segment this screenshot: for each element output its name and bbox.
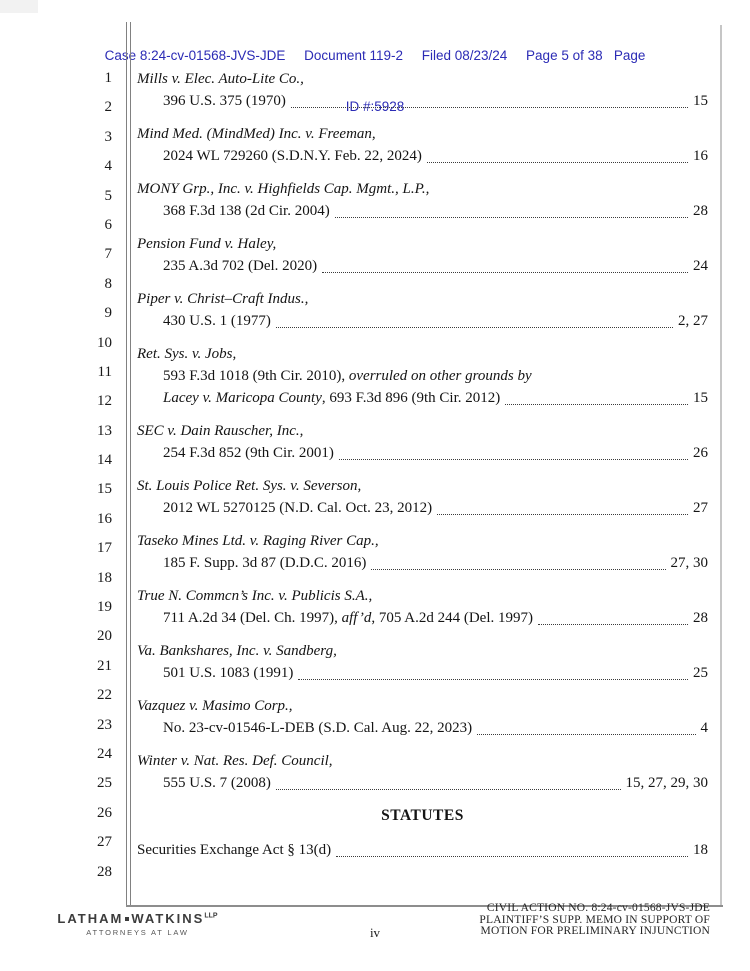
toc-statute-entries [137,839,708,861]
page-references: 16 [693,148,708,164]
citation-line [137,552,708,574]
toc-case-entries [137,68,708,794]
citation-text: 2024 WL 729260 (S.D.N.Y. Feb. 22, 2024) [163,148,422,164]
line-number: 20 [97,628,112,645]
line-number: 24 [97,745,112,762]
toc-entry [137,178,708,222]
citation-text: 254 F.3d 852 (9th Cir. 2001) [163,445,334,461]
dot-leader [322,272,688,273]
page-references: 28 [693,203,708,219]
ampersand-icon [125,917,129,921]
dot-leader [437,514,688,515]
citation-line [137,145,708,167]
dot-leader [538,624,688,625]
line-number: 3 [104,128,112,145]
citation-line [137,387,708,409]
statutes-heading: STATUTES [381,807,464,824]
line-number: 2 [104,99,112,116]
line-number: 26 [97,804,112,821]
toc-entry [137,530,708,574]
court-stamp-line1: Case 8:24-cv-01568-JVS-JDE Document 119-2 Filed 08/23/24 Page 5 of 38 Page [104,48,646,63]
page-references: 28 [693,610,708,626]
citation-text: 555 U.S. 7 (2008) [163,775,271,791]
line-number: 19 [97,599,112,616]
firm-name-right: WATKINS [131,911,205,926]
caption-line: MOTION FOR PRELIMINARY INJUNCTION [480,925,710,937]
case-name: Pension Fund v. Haley, [137,236,277,252]
citation-line [137,442,708,464]
citation-text: 368 F.3d 138 (2d Cir. 2004) [163,203,330,219]
line-number: 14 [97,452,112,469]
dot-leader [291,107,688,108]
citation-text: 235 A.3d 702 (Del. 2020) [163,258,318,274]
citation-text: 2012 WL 5270125 (N.D. Cal. Oct. 23, 2012) [163,500,433,516]
dot-leader [298,679,688,680]
citation-line [137,255,708,277]
citation-line [137,717,708,739]
citation-text: 396 U.S. 375 (1970) [163,93,286,109]
citation-line [137,497,708,519]
pleading-right-rule [720,25,722,906]
line-number: 4 [104,158,112,175]
dot-leader [339,459,688,460]
toc-entry [137,695,708,739]
statute-text: Securities Exchange Act § 13(d) [137,842,332,858]
page-references: 27 [693,500,708,516]
line-number: 9 [104,305,112,322]
page-references: 26 [693,445,708,461]
case-name: True N. Commcn’s Inc. v. Publicis S.A., [137,588,373,604]
line-number: 10 [97,334,112,351]
line-number: 16 [97,510,112,527]
citation-line [137,365,708,387]
line-number-column [0,68,112,891]
citation-text: Lacey v. Maricopa County, 693 F.3d 896 (9th Cir. 2012) [163,390,501,406]
dot-leader [336,856,688,857]
line-number: 5 [104,187,112,204]
pleading-left-double-rule [126,22,131,906]
toc-entry [137,123,708,167]
page-references: 4 [700,720,708,736]
citation-text: 711 A.2d 34 (Del. Ch. 1997), aff’d, 705 A.2d 244 (Del. 1997) [163,610,533,626]
firm-name [20,911,255,926]
line-number: 15 [97,481,112,498]
page-references: 18 [693,842,708,858]
line-number: 28 [97,863,112,880]
line-number: 17 [97,540,112,557]
case-name: Winter v. Nat. Res. Def. Council, [137,753,333,769]
toc-entry [137,288,708,332]
citation-line [137,772,708,794]
page-references: 15, 27, 29, 30 [625,775,708,791]
dot-leader [276,327,673,328]
case-name: MONY Grp., Inc. v. Highfields Cap. Mgmt., L.P., [137,181,430,197]
case-name: Va. Bankshares, Inc. v. Sandberg, [137,643,337,659]
citation-text: 593 F.3d 1018 (9th Cir. 2010), overruled on other grounds by [163,368,532,384]
line-number: 1 [104,70,112,86]
case-name: Mind Med. (MindMed) Inc. v. Freeman, [137,126,376,142]
citation-text: No. 23-cv-01546-L-DEB (S.D. Cal. Aug. 22, 2023) [163,720,473,736]
dot-leader [276,789,621,790]
caption-line: CIVIL ACTION NO. 8:24-cv-01568-JVS-JDE [486,902,710,914]
statute-entry [137,839,708,861]
toc-entry [137,750,708,794]
case-name: SEC v. Dain Rauscher, Inc., [137,423,304,439]
dot-leader [505,404,688,405]
case-name: Ret. Sys. v. Jobs, [137,346,237,362]
page-references: 25 [693,665,708,681]
firm-name-left: LATHAM [57,911,124,926]
dot-leader [477,734,695,735]
line-number: 22 [97,687,112,704]
toc-entry [137,68,708,112]
page-references: 24 [693,258,708,274]
citation-line [137,607,708,629]
case-name: Taseko Mines Ltd. v. Raging River Cap., [137,533,379,549]
firm-suffix: LLP [204,912,218,920]
citation-text: 501 U.S. 1083 (1991) [163,665,294,681]
page-references: 15 [693,93,708,109]
citation-text: 430 U.S. 1 (1977) [163,313,271,329]
citation-line [137,90,708,112]
citation-line [137,200,708,222]
line-number: 21 [97,657,112,674]
page-references: 2, 27 [678,313,708,329]
line-number: 8 [104,275,112,292]
page-references: 15 [693,390,708,406]
line-number: 18 [97,569,112,586]
firm-tagline: ATTORNEYS AT LAW [86,928,189,937]
case-name: Piper v. Christ–Craft Indus., [137,291,309,307]
line-number: 23 [97,716,112,733]
court-stamp-line2: ID #:5928 [345,99,405,114]
line-number: 13 [97,422,112,439]
toc-entry [137,585,708,629]
line-number: 11 [97,363,112,380]
citation-line [137,310,708,332]
caption-line: PLAINTIFF’S SUPP. MEMO IN SUPPORT OF [479,913,710,926]
toc-entry [137,640,708,684]
toc-entry [137,233,708,277]
page-references: 27, 30 [670,555,708,571]
table-of-authorities [137,68,708,861]
line-number: 6 [104,216,112,233]
case-name: Vazquez v. Masimo Corp., [137,698,293,714]
line-number: 27 [97,834,112,851]
toc-entry [137,475,708,519]
citation-text: 185 F. Supp. 3d 87 (D.D.C. 2016) [163,555,367,571]
page-folio: iv [369,925,381,940]
line-number: 12 [97,393,112,410]
toc-entry [137,420,708,464]
citation-line [137,662,708,684]
case-name: St. Louis Police Ret. Sys. v. Severson, [137,478,362,494]
line-number: 25 [97,775,112,792]
dot-leader [371,569,665,570]
scan-artifact [0,0,38,13]
dot-leader [427,162,688,163]
toc-entry [137,343,708,409]
case-name: Mills v. Elec. Auto-Lite Co., [137,71,304,87]
dot-leader [335,217,688,218]
line-number: 7 [104,246,112,263]
